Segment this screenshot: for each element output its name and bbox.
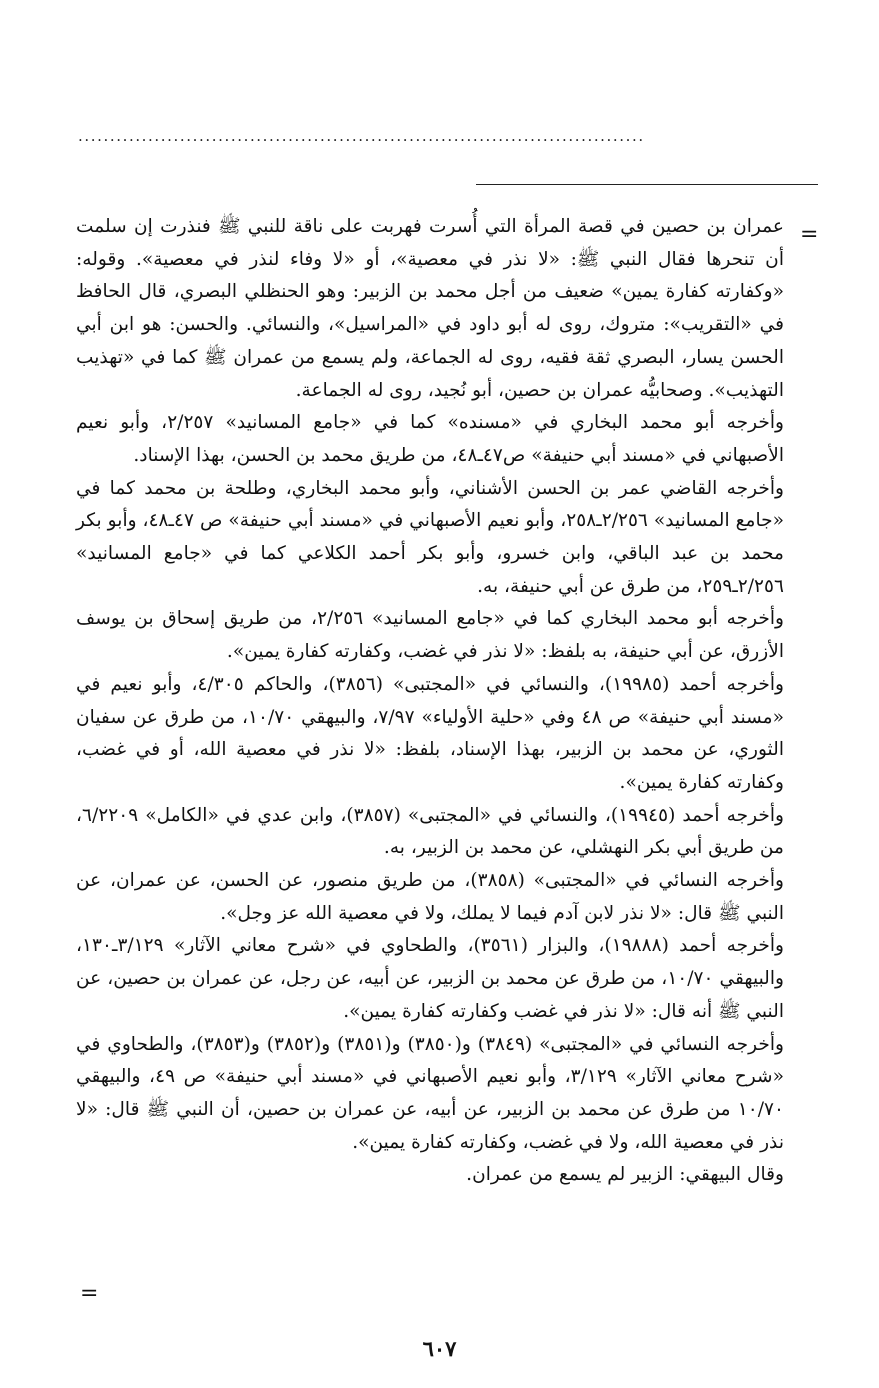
footnote-paragraph: وقال البيهقي: الزبير لم يسمع من عمران. xyxy=(466,1164,784,1186)
footnote-paragraph: وأخرجه أحمد (١٩٨٨٨)، والبزار (٣٥٦١)، والطحاوي في «شرح معاني الآثار» ٣/١٢٩ـ١٣٠، والبيهقي ١٠/٧٠، من طرق عن محمد بن الزبير، عن أبيه، عن رجل، عن عمران بن حصين، عن النبي ﷺ أنه قال: «لا نذر في غضب وكفارته كفارة يمين». xyxy=(76,935,785,1022)
page-number: ٦٠٧ xyxy=(422,1336,457,1361)
footnote-paragraph: وأخرجه النسائي في «المجتبى» (٣٨٤٩) و(٣٨٥٠) و(٣٨٥١) و(٣٨٥٢) و(٣٨٥٣)، والطحاوي في «شرح معاني الآثار» ٣/١٢٩، وأبو نعيم الأصبهاني في «مسند أبي حنيفة» ص ٤٩، والبيهقي ١٠/٧٠ من طرق عن محمد بن الزبير، عن أبيه، عن عمران بن حصين، أن النبي ﷺ قال: «لا نذر في معصية الله، ولا في غضب، وكفارته كفارة يمين». xyxy=(76,1033,785,1153)
footnote-paragraph: وأخرجه النسائي في «المجتبى» (٣٨٥٨)، من طريق منصور، عن الحسن، عن عمران، عن النبي ﷺ قال: «لا نذر لابن آدم فيما لا يملك، ولا في معصية الله عز وجل». xyxy=(76,870,784,924)
footnote-body xyxy=(76,211,784,1192)
footnote-paragraph: وأخرجه أبو محمد البخاري كما في «جامع المسانيد» ٢/٢٥٦، من طريق إسحاق بن يوسف الأزرق، عن أبي حنيفة، به بلفظ: «لا نذر في غضب، وكفارته كفارة يمين». xyxy=(76,608,784,663)
continuation-marker-start: = xyxy=(800,222,819,247)
footnote-paragraph: وأخرجه أحمد (١٩٩٤٥)، والنسائي في «المجتبى» (٣٨٥٧)، وابن عدي في «الكامل» ٦/٢٢٠٩، من طريق أبي بكر النهشلي، عن محمد بن الزبير، به. xyxy=(76,804,784,859)
footnote-paragraph: وأخرجه أبو محمد البخاري في «مسنده» كما في «جامع المسانيد» ٢/٢٥٧، وأبو نعيم الأصبهاني في «مسند أبي حنيفة» ص٤٧ـ٤٨، من طريق محمد بن الحسن، بهذا الإسناد. xyxy=(76,412,784,466)
continuation-marker-end: = xyxy=(80,1281,99,1306)
footnote-paragraph: وأخرجه القاضي عمر بن الحسن الأشناني، وأبو محمد البخاري، وطلحة بن محمد كما في «جامع المسانيد» ٢/٢٥٦ـ٢٥٨، وأبو نعيم الأصبهاني في «مسند أبي حنيفة» ص ٤٧ـ٤٨، وأبو بكر محمد بن عبد الباقي، وابن خسرو، وأبو بكر أحمد الكلاعي كما في «جامع المسانيد» ٢/٢٥٦ـ٢٥٩، من طرق عن أبي حنيفة، به. xyxy=(76,477,784,597)
footnote-paragraph: عمران بن حصين في قصة المرأة التي أُسرت فهربت على ناقة للنبي ﷺ فنذرت إن سلمت أن تنحرها فقال النبي ﷺ: «لا نذر في معصية»، أو «لا وفاء لنذر في معصية». وقوله: «وكفارته كفارة يمين» ضعيف من أجل محمد بن الزبير: وهو الحنظلي البصري، قال الحافظ في «التقريب»: متروك، روى له أبو داود في «المراسيل»، والنسائي. والحسن: هو ابن أبي الحسن يسار، البصري ثقة فقيه، روى له الجماعة، ولم يسمع من عمران ﷺ كما في «تهذيب التهذيب». وصحابيُّه عمران بن حصين، أبو نُجيد، روى له الجماعة. xyxy=(76,216,784,401)
footnote-rule xyxy=(476,184,818,185)
dotted-separator: ......................................................................................... xyxy=(78,128,645,144)
footnote-paragraph: وأخرجه أحمد (١٩٩٨٥)، والنسائي في «المجتبى» (٣٨٥٦)، والحاكم ٤/٣٠٥، وأبو نعيم في «مسند أبي حنيفة» ص ٤٨ وفي «حلية الأولياء» ٧/٩٧، والبيهقي ١٠/٧٠، من طرق عن سفيان الثوري، عن محمد بن الزبير، بهذا الإسناد، بلفظ: «لا نذر في معصية الله، أو في غضب، وكفارته كفارة يمين». xyxy=(76,673,784,793)
